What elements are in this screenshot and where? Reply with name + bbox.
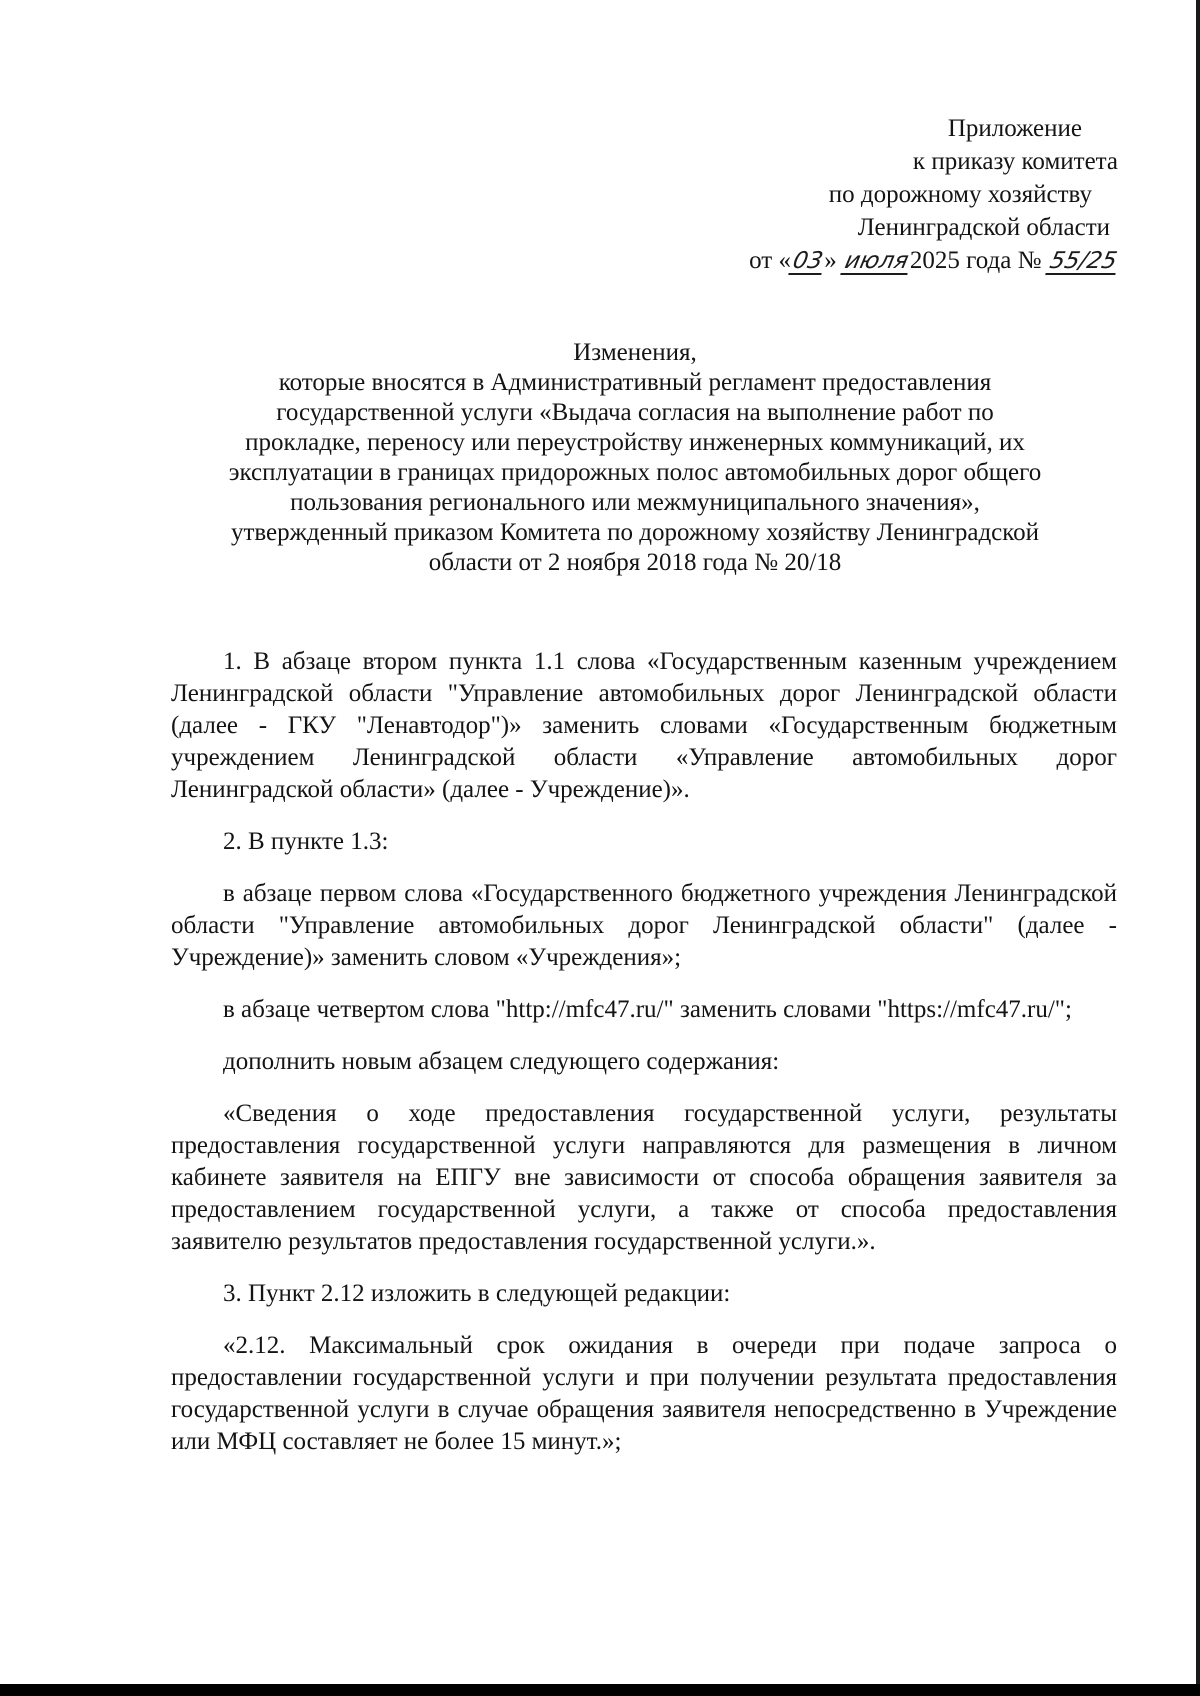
handwritten-month: июля <box>840 249 912 275</box>
title-line: прокладке, переносу или переустройству инженерных коммуникаций, их <box>245 429 1025 456</box>
paragraph-item-2-heading: 2. В пункте 1.3: <box>223 828 389 855</box>
paragraph-first-abzac: в абзаце первом слова «Государственного бюджетного учреждения Ленинградской области "Управление автомобильных дорог Ленинградской области" (далее - Учреждение)» заменить словом «Учреждения»; <box>171 880 1117 971</box>
appendix-date-line <box>598 244 1118 277</box>
paragraph-add-new: дополнить новым абзацем следующего содержания: <box>223 1048 780 1075</box>
appendix-line-region: Ленинградской области <box>857 214 1110 241</box>
title-line: Изменения, <box>573 339 697 366</box>
document-body <box>171 646 1117 1478</box>
date-mid: » <box>824 247 837 274</box>
handwritten-order-number: 55/25 <box>1045 249 1121 275</box>
title-line: пользования регионального или межмуниципального значения», <box>290 489 980 516</box>
document-title <box>165 338 1105 578</box>
paragraph-item-1: 1. В абзаце втором пункта 1.1 слова «Государственным казенным учреждением Ленинградской области "Управление автомобильных дорог Ленинградской области (далее - ГКУ "Ленавтодор")» заменить словами «Государственным бюджетным учреждением Ленинградской области «Управление автомобильных дорог Ленинградской области» (далее - Учреждение)». <box>171 648 1117 803</box>
appendix-line-committee: по дорожному хозяйству <box>828 181 1092 208</box>
appendix-title: Приложение <box>947 115 1082 142</box>
title-line: государственной услуги «Выдача согласия на выполнение работ по <box>276 399 994 426</box>
appendix-header <box>598 112 1118 277</box>
title-line: которые вносятся в Административный регламент предоставления <box>278 369 992 396</box>
date-year: 2025 года № <box>909 247 1042 274</box>
scan-bottom-edge <box>0 1684 1200 1696</box>
title-line: эксплуатации в границах придорожных полос автомобильных дорог общего <box>228 459 1042 486</box>
paragraph-fourth-abzac: в абзаце четвертом слова "http://mfc47.ru/" заменить словами "https://mfc47.ru/"; <box>223 996 1072 1023</box>
paragraph-new-text: «Сведения о ходе предоставления государственной услуги, результаты предоставления государственной услуги направляются для размещения в личном кабинете заявителя на ЕПГУ вне зависимости от способа обращения заявителя за предоставлением государственной услуги, а также от способа предоставления заявителю результатов предоставления государственной услуги.». <box>171 1100 1117 1255</box>
title-line: области от 2 ноября 2018 года № 20/18 <box>428 549 842 576</box>
scan-edge <box>1196 0 1200 1696</box>
paragraph-item-2-12: «2.12. Максимальный срок ожидания в очереди при подаче запроса о предоставлении государственной услуги и при получении результата предоставления государственной услуги в случае обращения заявителя непосредственно в Учреждение или МФЦ составляет не более 15 минут.»; <box>171 1332 1117 1455</box>
appendix-line-order: к приказу комитета <box>912 148 1118 175</box>
handwritten-day: 03 <box>788 249 827 275</box>
date-prefix: от « <box>749 247 791 274</box>
paragraph-item-3-heading: 3. Пункт 2.12 изложить в следующей редакции: <box>223 1280 731 1307</box>
title-line: утвержденный приказом Комитета по дорожному хозяйству Ленинградской <box>230 519 1040 546</box>
